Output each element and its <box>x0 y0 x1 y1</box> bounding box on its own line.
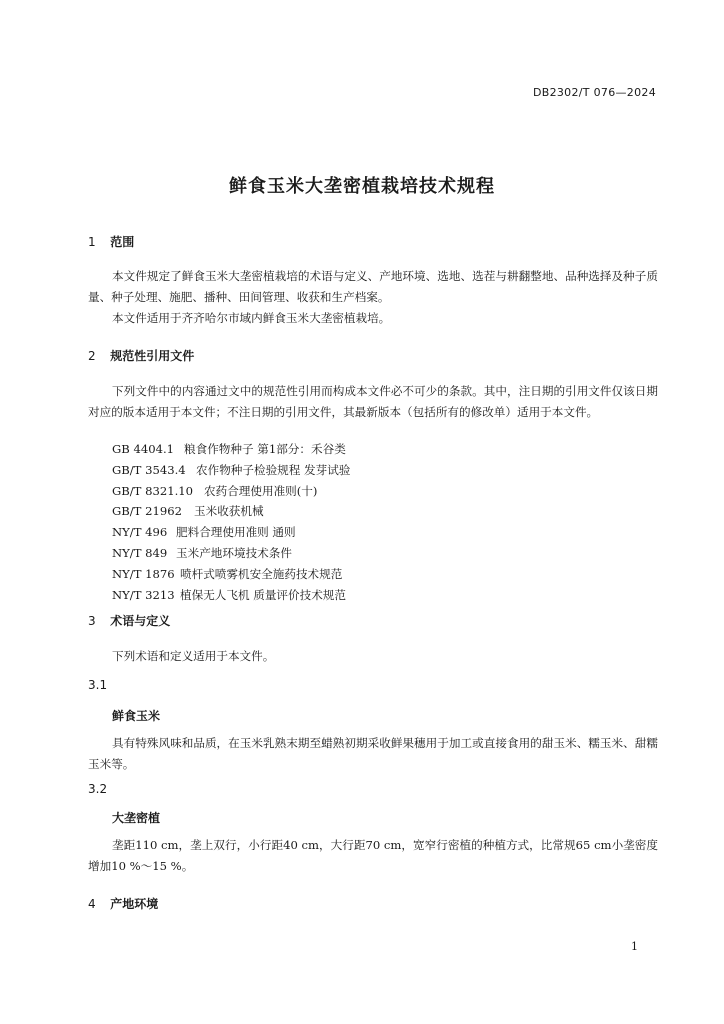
reference-code: GB/T 8321.10 <box>112 483 194 498</box>
term-3-2-number: 3.2 <box>88 782 108 796</box>
section-number: 1 <box>88 235 96 249</box>
section-4-heading <box>88 895 158 912</box>
section-number: 3 <box>88 614 96 628</box>
terms-intro: 下列术语和定义适用于本文件。 <box>112 649 275 663</box>
list-item <box>112 522 350 543</box>
term-3-2-definition: 垄距110 cm，垄上双行，小行距40 cm，大行距70 cm，宽窄行密植的种植方式，比常规65 cm小垄密度增加10 %～15 %。 <box>88 838 658 873</box>
list-item <box>112 564 350 585</box>
reference-name: 玉米收获机械 <box>194 504 264 519</box>
term-3-1-name: 鲜食玉米 <box>112 709 161 723</box>
list-item <box>112 501 350 522</box>
reference-name: 植保无人飞机 质量评价技术规范 <box>180 587 346 602</box>
term-3-1-number: 3.1 <box>88 678 108 692</box>
reference-code: NY/T 496 <box>112 525 168 540</box>
reference-code: GB/T 21962 <box>112 504 182 519</box>
section-title: 产地环境 <box>110 897 159 911</box>
reference-name: 喷杆式喷雾机安全施药技术规范 <box>180 566 343 581</box>
reference-code: NY/T 3213 <box>112 587 175 602</box>
reference-name: 玉米产地环境技术条件 <box>176 545 292 560</box>
reference-name: 粮食作物种子 第1部分：禾谷类 <box>184 442 346 456</box>
reference-code: NY/T 1876 <box>112 566 175 581</box>
section-1-heading <box>88 233 134 250</box>
reference-name: 肥料合理使用准则 通则 <box>176 525 296 540</box>
list-item <box>112 439 350 460</box>
scope-paragraph-1: 本文件规定了鲜食玉米大垄密植栽培的术语与定义、产地环境、选地、选茬与耕翻整地、品种选择及种子质量、种子处理、施肥、播种、田间管理、收获和生产档案。 <box>88 269 658 304</box>
reference-list <box>112 439 350 605</box>
term-3-2-name: 大垄密植 <box>112 811 161 825</box>
scope-paragraph-2: 本文件适用于齐齐哈尔市域内鲜食玉米大垄密植栽培。 <box>112 311 391 325</box>
document-code: DB2302/T 076—2024 <box>532 86 656 99</box>
page-number: 1 <box>631 940 638 953</box>
section-number: 2 <box>88 349 96 363</box>
section-title: 范围 <box>110 235 135 249</box>
section-2-heading <box>88 347 194 364</box>
reference-code: GB/T 3543.4 <box>112 462 186 477</box>
reference-name: 农药合理使用准则(十) <box>204 483 318 498</box>
list-item <box>112 585 350 606</box>
reference-name: 农作物种子检验规程 发芽试验 <box>196 462 351 477</box>
page-title: 鲜食玉米大垄密植栽培技术规程 <box>229 176 495 197</box>
references-intro: 下列文件中的内容通过文中的规范性引用而构成本文件必不可少的条款。其中，注日期的引用文件仅该日期对应的版本适用于本文件；不注日期的引用文件，其最新版本（包括所有的修改单）适用于本文件。 <box>88 384 658 419</box>
list-item <box>112 460 350 481</box>
list-item <box>112 543 350 564</box>
section-title: 规范性引用文件 <box>110 349 195 363</box>
reference-code: NY/T 849 <box>112 545 168 560</box>
term-3-1-definition: 具有特殊风味和品质，在玉米乳熟末期至蜡熟初期采收鲜果穗用于加工或直接食用的甜玉米、糯玉米、甜糯玉米等。 <box>88 736 658 771</box>
list-item <box>112 481 350 502</box>
section-3-heading <box>88 612 170 629</box>
section-title: 术语与定义 <box>110 614 171 628</box>
section-number: 4 <box>88 897 96 911</box>
reference-code: GB 4404.1 <box>112 442 175 456</box>
